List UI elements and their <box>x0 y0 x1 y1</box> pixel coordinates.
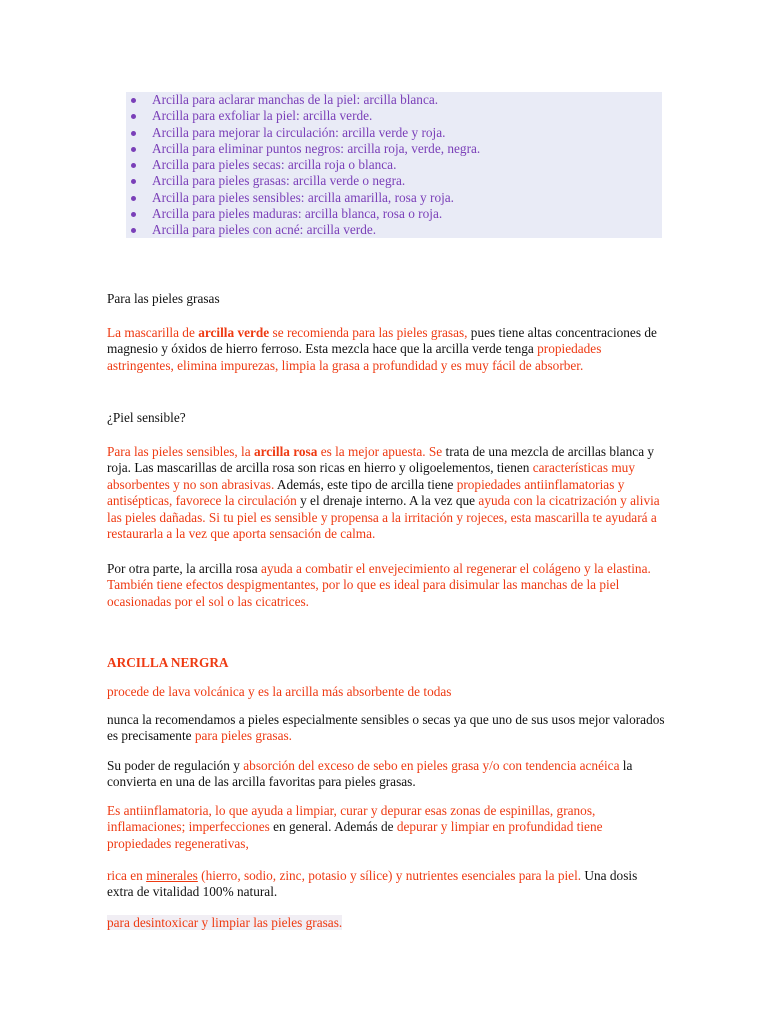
text-span: absorción del exceso de sebo en pieles grasa y/o con tendencia acnéica <box>243 758 620 773</box>
pink-clay-term: arcilla rosa <box>253 444 318 459</box>
text-span: Una dosis extra de vitalidad 100% natural. <box>107 868 638 900</box>
highlighted-text: para desintoxicar y limpiar las pieles grasas. <box>107 915 343 930</box>
list-item: Arcilla para pieles secas: arcilla roja o blanca. <box>126 157 662 173</box>
text-span: rica en <box>107 868 147 883</box>
list-item: Arcilla para exfoliar la piel: arcilla verde. <box>126 108 662 124</box>
oily-skin-heading: Para las pieles grasas <box>107 291 220 306</box>
text-span: depurar y limpiar en profundidad tiene propiedades regenerativas, <box>107 819 603 851</box>
list-item: Arcilla para pieles con acné: arcilla verde. <box>126 222 662 238</box>
text-span: en general. Además de <box>269 819 397 835</box>
text-span: Por otra parte, la arcilla rosa <box>107 561 261 576</box>
black-clay-intro: procede de lava volcánica y es la arcilla más absorbente de todas <box>107 684 452 699</box>
text-span: la convierta en una de las arcilla favoritas para pieles grasas. <box>107 758 633 790</box>
black-clay-anti-paragraph <box>107 803 667 852</box>
list-item: Arcilla para aclarar manchas de la piel: arcilla blanca. <box>126 92 662 108</box>
pink-clay-other-paragraph <box>107 561 667 610</box>
text-span: ayuda con la cicatrización y alivia las pieles dañadas. Si tu piel es sensible y propensa a la irritación y rojeces, esta mascarilla te ayudará a restaurarla a la vez que aporta sensación de calma. <box>107 493 660 542</box>
text-span: Para las pieles sensibles, la <box>107 444 254 459</box>
text-span: La mascarilla de <box>107 325 199 340</box>
text-span: Su poder de regulación y <box>107 758 244 773</box>
text-span: y el drenaje interno. A la vez que <box>296 493 479 509</box>
clay-uses-list <box>126 92 662 239</box>
black-clay-detox-paragraph <box>107 915 667 931</box>
pink-clay-paragraph <box>107 444 667 542</box>
text-span: Además, este tipo de arcilla tiene <box>274 476 457 492</box>
list-item: Arcilla para eliminar puntos negros: arcilla roja, verde, negra. <box>126 141 662 157</box>
clay-uses-list-box <box>126 92 662 238</box>
green-clay-term: arcilla verde <box>198 325 270 340</box>
text-span: es la mejor apuesta. Se <box>317 444 443 459</box>
text-span: propiedades astringentes, elimina impurezas, limpia la grasa a profundidad y es muy fácil de absorber. <box>107 341 602 373</box>
black-clay-heading: ARCILLA NERGRA <box>107 655 229 670</box>
black-clay-regulation-paragraph <box>107 758 667 791</box>
green-clay-paragraph <box>107 325 667 374</box>
list-item: Arcilla para pieles sensibles: arcilla amarilla, rosa y roja. <box>126 190 662 206</box>
list-item: Arcilla para pieles grasas: arcilla verde o negra. <box>126 173 662 189</box>
list-item: Arcilla para mejorar la circulación: arcilla verde y roja. <box>126 125 662 141</box>
minerals-link[interactable]: minerales <box>146 868 198 883</box>
text-span: ayuda a combatir el envejecimiento al regenerar el colágeno y la elastina. También tiene efectos despigmentantes, por lo que es ideal para disimular las manchas de la piel ocasionadas por el sol o las cicatrices. <box>107 561 651 609</box>
text-span: características muy absorbentes y no son abrasivas. <box>107 460 635 492</box>
list-item: Arcilla para pieles maduras: arcilla blanca, rosa o roja. <box>126 206 662 222</box>
text-span: se recomienda para las pieles grasas, <box>269 325 468 340</box>
black-clay-minerals-paragraph <box>107 868 667 901</box>
text-span: (hierro, sodio, zinc, potasio y sílice) y nutrientes esenciales para la piel. <box>197 868 582 883</box>
text-span: nunca la recomendamos a pieles especialmente sensibles o secas ya que uno de sus usos mejor valorados es precisamente <box>107 712 665 744</box>
black-clay-never-paragraph <box>107 712 667 745</box>
text-span: pues tiene altas concentraciones de magnesio y óxidos de hierro ferroso. Esta mezcla hace que la arcilla verde tenga <box>107 325 657 357</box>
text-span: para pieles grasas. <box>194 728 292 744</box>
sensitive-skin-heading: ¿Piel sensible? <box>107 410 186 425</box>
text-span: Es antiinflamatoria, lo que ayuda a limpiar, curar y depurar esas zonas de espinillas, granos, inflamaciones; imperfecciones <box>107 803 596 835</box>
text-span: trata de una mezcla de arcillas blanca y roja. Las mascarillas de arcilla rosa son ricas en hierro y oligoelementos, tienen <box>107 444 655 476</box>
text-span: propiedades antiinflamatorias y antisépticas, favorece la circulación <box>107 476 625 509</box>
